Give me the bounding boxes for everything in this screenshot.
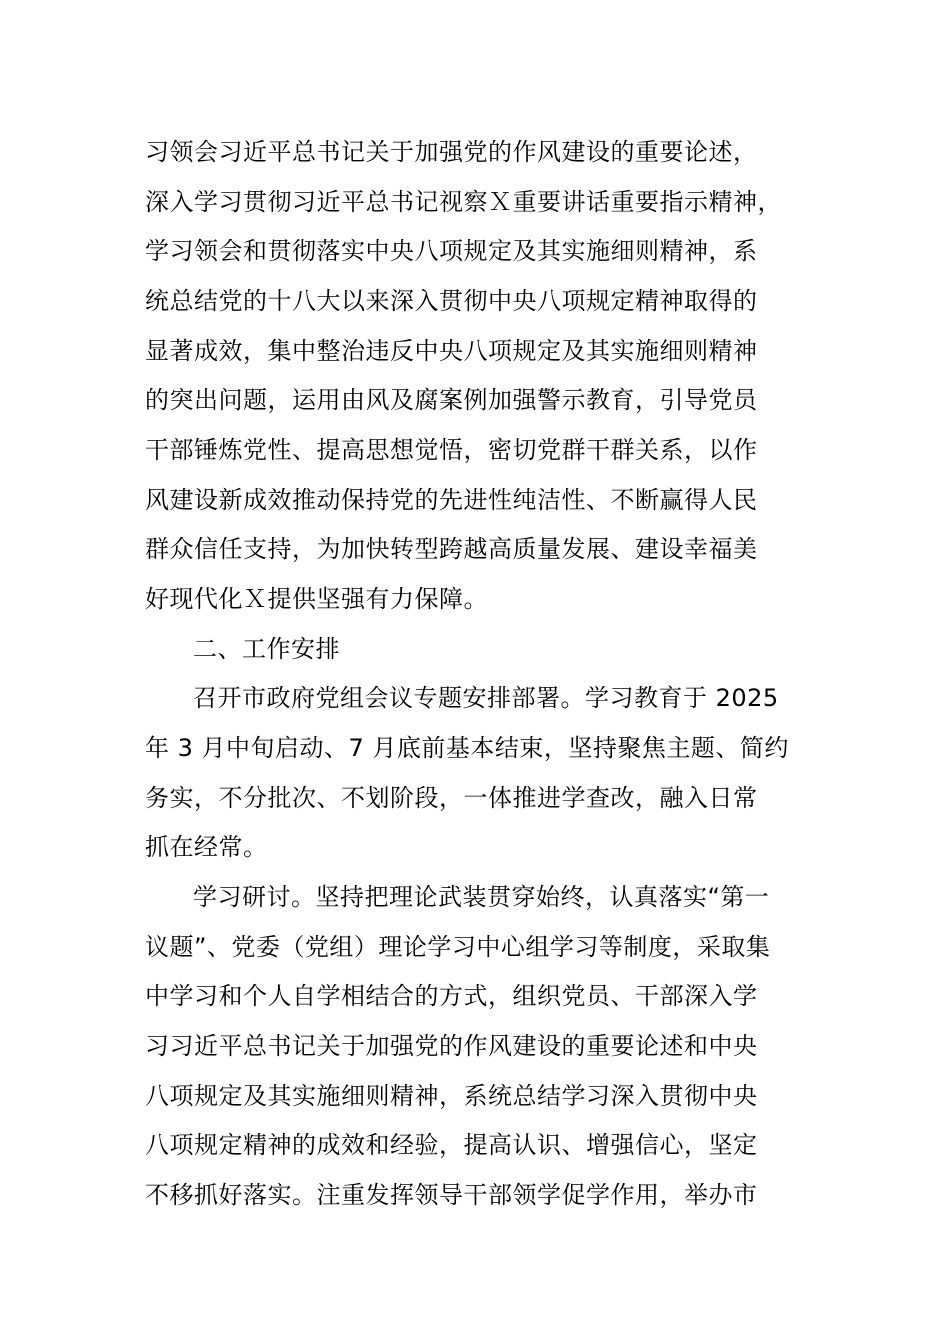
paragraph-line: 年 3 月中旬启动、7 月底前基本结束，坚持聚焦主题、简约 bbox=[145, 734, 789, 762]
section-heading: 二、工作安排 bbox=[193, 635, 340, 663]
paragraph-line: 干部锤炼党性、提高思想觉悟，密切党群干群关系，以作 bbox=[145, 436, 758, 464]
paragraph-line: 深入学习贯彻习近平总书记视察Ｘ重要讲话重要指示精神， bbox=[145, 188, 782, 216]
paragraph-line: 好现代化Ｘ提供坚强有力保障。 bbox=[145, 585, 488, 613]
paragraph-line: 务实，不分批次、不划阶段，一体推进学查改，融入日常 bbox=[145, 784, 758, 812]
paragraph-line: 抓在经常。 bbox=[145, 833, 268, 861]
paragraph-line: 召开市政府党组会议专题安排部署。学习教育于 2025 bbox=[193, 684, 779, 712]
paragraph-line: 中学习和个人自学相结合的方式，组织党员、干部深入学 bbox=[145, 982, 758, 1010]
paragraph-line: 不移抓好落实。注重发挥领导干部领学促学作用，举办市 bbox=[145, 1181, 758, 1209]
paragraph-line: 习领会习近平总书记关于加强党的作风建设的重要论述， bbox=[145, 138, 758, 166]
paragraph-line: 八项规定精神的成效和经验，提高认识、增强信心，坚定 bbox=[145, 1131, 758, 1159]
paragraph-line: 议题”、党委（党组）理论学习中心组学习等制度，采取集 bbox=[145, 933, 771, 961]
paragraph-line: 习习近平总书记关于加强党的作风建设的重要论述和中央 bbox=[145, 1032, 758, 1060]
paragraph-line: 统总结党的十八大以来深入贯彻中央八项规定精神取得的 bbox=[145, 287, 758, 315]
paragraph-line: 的突出问题，运用由风及腐案例加强警示教育，引导党员 bbox=[145, 386, 758, 414]
paragraph-line: 学习研讨。坚持把理论武装贯穿始终，认真落实“第一 bbox=[193, 883, 770, 911]
paragraph-line: 学习领会和贯彻落实中央八项规定及其实施细则精神，系 bbox=[145, 237, 758, 265]
paragraph-line: 群众信任支持，为加快转型跨越高质量发展、建设幸福美 bbox=[145, 535, 758, 563]
paragraph-line: 八项规定及其实施细则精神，系统总结学习深入贯彻中央 bbox=[145, 1082, 758, 1110]
paragraph-line: 显著成效，集中整治违反中央八项规定及其实施细则精神 bbox=[145, 337, 758, 365]
paragraph-line: 风建设新成效推动保持党的先进性纯洁性、不断赢得人民 bbox=[145, 486, 758, 514]
